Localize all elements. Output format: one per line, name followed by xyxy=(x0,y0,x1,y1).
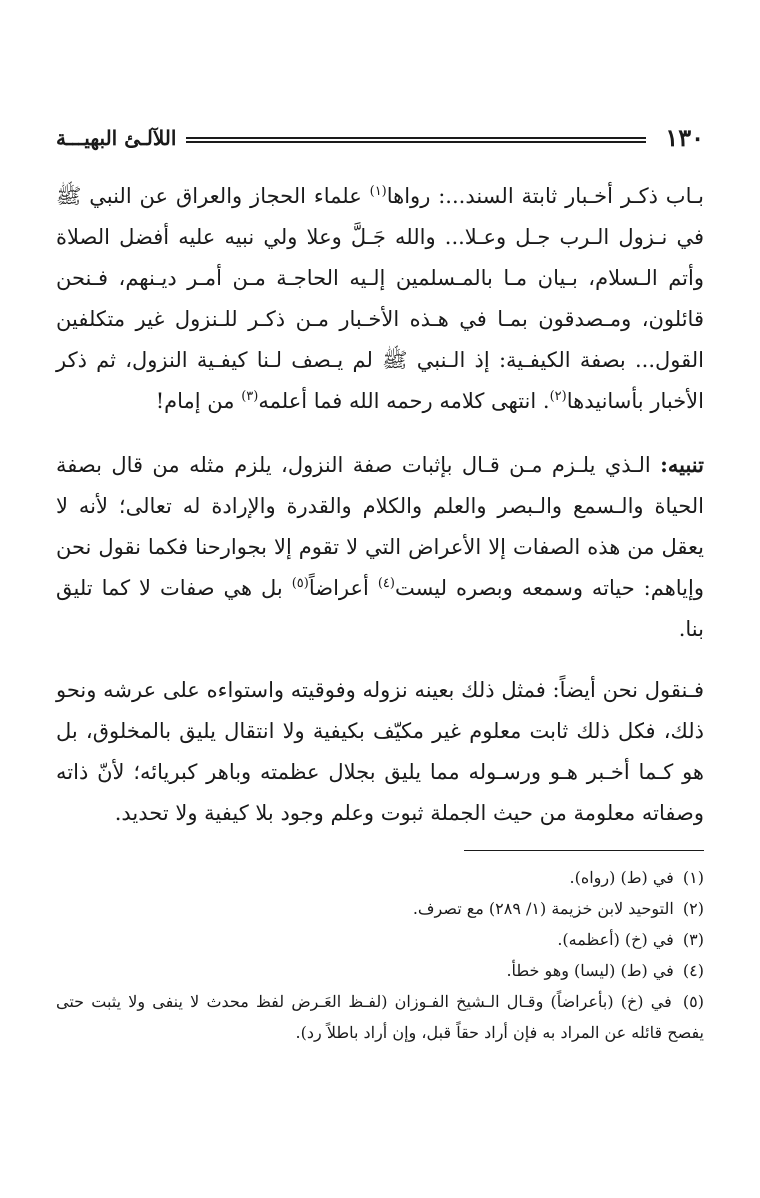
text-segment: بـاب ذكـر أخـبار ثابتة السند...: رواها xyxy=(386,184,704,208)
footnote-number: (٣) xyxy=(682,930,704,949)
book-title: اللآلـئ البهيـــة xyxy=(56,126,177,150)
footnote-text: في (ط) (ليسا) وهو خطأ. xyxy=(506,961,674,980)
footnote-text: في (خ) (بأعراضاً) وقـال الـشيخ الفـوزان (لفـظ العَـرض لفظ محدث لا ينفى ولا يثبت حتى يفصح قائله عن المراد به فإن أراد حقاً قبل، وإن أراد باطلاً رد). xyxy=(56,992,704,1042)
footnote-text: في (خ) (أعظمه). xyxy=(557,930,674,949)
footnote-number: (٢) xyxy=(682,899,704,918)
footnote-item xyxy=(56,924,704,955)
footnote-item xyxy=(56,955,704,986)
footnote-reference: (٥) xyxy=(291,576,309,591)
paragraph-lead-term: تنبيه: xyxy=(660,452,704,477)
text-segment: . انتهى كلامه رحمه الله فما أعلمه xyxy=(258,389,550,413)
footnote-item xyxy=(56,862,704,893)
text-segment: فـنقول نحن أيضاً: فمثل ذلك بعينه نزوله وفوقيته واستواءه على عرشه ونحو ذلك، فكل ذلك ثابت معلوم غير مكيّف بكيفية ولا انتقال يليق بالمخلوق، بل هو كـما أخـبر هـو ورسـوله مما يليق بجلال عظمته وباهر كبريائه؛ لأنّ ذاته وصفاته معلومة من حيث الجملة ثبوت وعلم وجود بلا كيفية ولا تحديد. xyxy=(56,678,704,825)
footnote-item xyxy=(56,986,704,1048)
footnote-number: (١) xyxy=(682,868,704,887)
footnote-reference: (١) xyxy=(369,184,387,199)
footnote-reference: (٢) xyxy=(549,389,567,404)
text-segment: من إمام! xyxy=(155,389,242,413)
footnote-text: في (ط) (رواه). xyxy=(569,868,674,887)
text-segment: الـذي يلـزم مـن قـال بإثبات صفة النزول، يلزم مثله من قال بصفة الحياة والـسمع والـبصر والعلم والكلام والقدرة والإرادة له تعالى؛ لأنه لا يعقل من هذه الصفات إلا الأعراض التي لا تقوم إلا بجوارحنا فكما نقول نحن وإياهم: حياته وسمعه وبصره ليست xyxy=(56,453,704,600)
paragraph xyxy=(56,444,704,650)
paragraph xyxy=(56,670,704,834)
main-text xyxy=(56,176,704,854)
footnote-number: (٤) xyxy=(682,961,704,980)
page-header xyxy=(56,118,704,158)
text-segment: بل هي صفات لا كما تليق بنا. xyxy=(56,576,704,641)
header-rule xyxy=(186,137,646,143)
footnote-item xyxy=(56,893,704,924)
page-number: ١٣٠ xyxy=(665,123,704,152)
footnote-separator xyxy=(464,850,704,851)
footnote-number: (٥) xyxy=(682,992,704,1011)
footnote-text: التوحيد لابن خزيمة (١/ ٢٨٩) مع تصرف. xyxy=(412,899,674,918)
paragraph xyxy=(56,176,704,422)
text-segment: علماء الحجاز والعراق عن النبي ﷺ في نـزول الـرب جـل وعـلا... والله جَـلَّ وعلا ولي نبيه عليه أفضل الصلاة وأتم الـسلام، بـيان مـا بالمـسلمين إلـيه الحاجـة مـن أمـر ديـنهم، فـنحن قائلون، ومـصدقون بمـا في هـذه الأخـبار مـن ذكـر للـنزول غير متكلفين القول... بصفة الكيفـية: إذ الـنبي ﷺ لم يـصف لـنا كيفـية النزول، ثم ذكر الأخبار بأسانيدها xyxy=(56,184,704,413)
footnote-reference: (٣) xyxy=(241,389,259,404)
footnotes xyxy=(56,862,704,1048)
footnote-reference: (٤) xyxy=(377,576,395,591)
text-segment: أعراضاً xyxy=(308,576,378,600)
